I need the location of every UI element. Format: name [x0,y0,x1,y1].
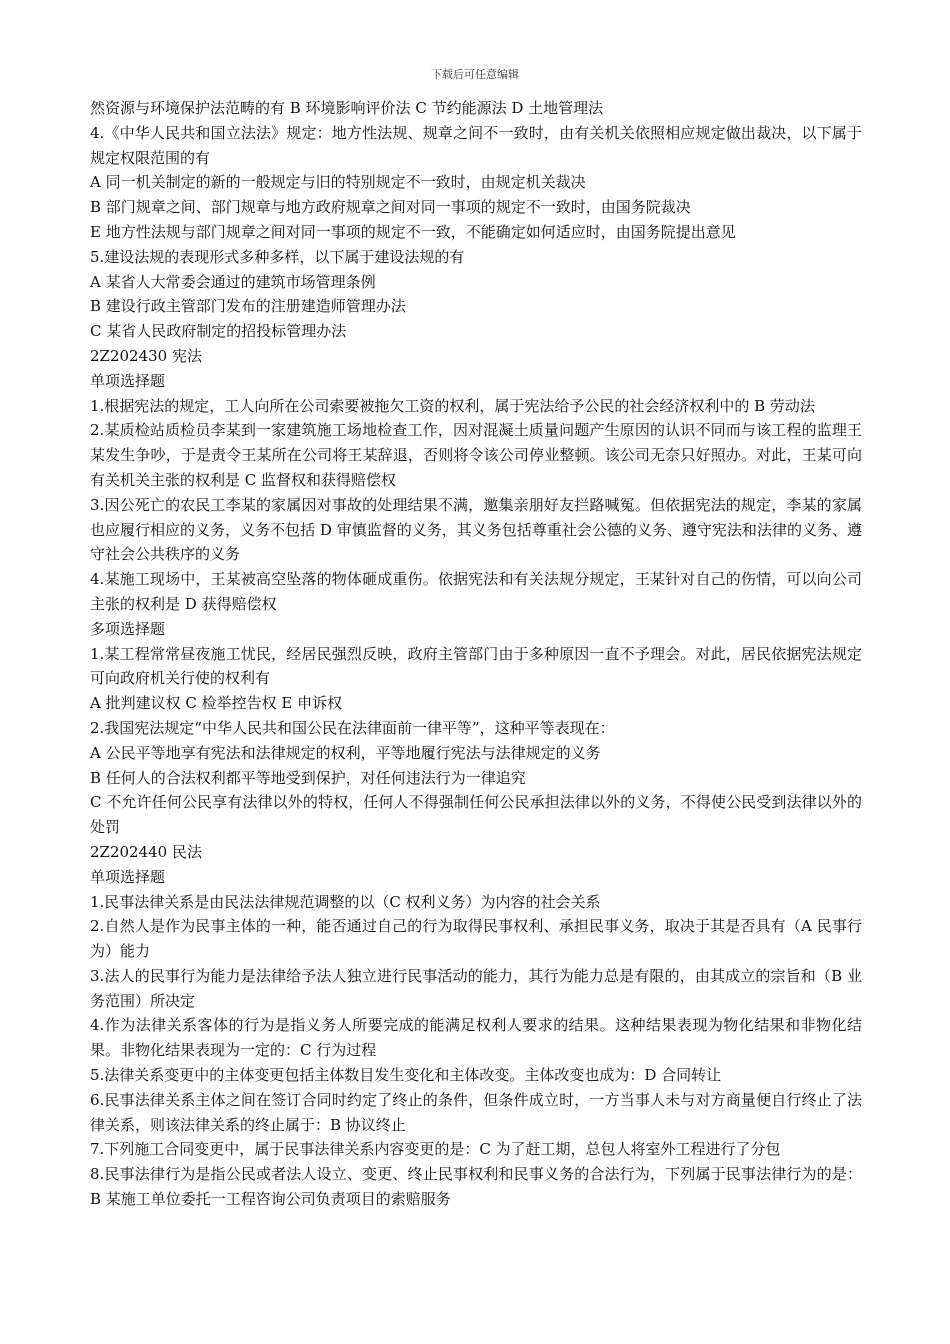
option-text: C 某省人民政府制定的招投标管理办法 [90,322,347,341]
question-text: 5.建设法规的表现形式多种多样，以下属于建设法规的有 [90,247,465,266]
question-text: 1.民事法律关系是由民法法律规范调整的以（C 权利义务）为内容的社会关系 [90,892,601,911]
option-text: A 某省人大常委会通过的建筑市场管理条例 [90,272,376,291]
question-text: 1.根据宪法的规定，工人向所在公司索要被拖欠工资的权利，属于宪法给予公民的社会经济权利中的 B 劳动法 [90,396,815,415]
option-text: C 不允许任何公民享有法律以外的特权，任何人不得强制任何公民承担法律以外的义务，不得使公民受到法律以外的处罚 [90,793,862,837]
option-text: A 批判建议权 C 检举控告权 E 申诉权 [90,694,343,713]
section-heading: 2Z202430 宪法 [90,346,202,365]
text-line: 然资源与环境保护法范畴的有 B 环境影响评价法 C 节约能源法 D 土地管理法 [90,99,604,117]
question-text: 4.作为法律关系客体的行为是指义务人所要完成的能满足权利人要求的结果。这种结果表现为物化结果和非物化结果。非物化结果表现为一定的：C 行为过程 [90,1016,862,1060]
question-text: 3.法人的民事行为能力是法律给予法人独立进行民事活动的能力，其行为能力总是有限的，由其成立的宗旨和（B 业务范围）所决定 [90,966,862,1010]
question-text: 6.民事法律关系主体之间在签订合同时约定了终止的条件，但条件成立时，一方当事人未与对方商量便自行终止了法律关系，则该法律关系的终止属于：B 协议终止 [90,1090,862,1134]
page-header: 下载后可任意编辑 [431,68,519,81]
subsection-heading: 单项选择题 [90,371,166,390]
document-body [90,96,862,1212]
subsection-heading: 多项选择题 [90,619,166,638]
option-text: A 同一机关制定的新的一般规定与旧的特别规定不一致时，由规定机关裁决 [90,173,586,192]
section-heading: 2Z202440 民法 [90,842,202,861]
question-text: 5.法律关系变更中的主体变更包括主体数目发生变化和主体改变。主体改变也成为：D 合同转让 [90,1066,722,1085]
question-text: 4.某施工现场中，王某被高空坠落的物体砸成重伤。依据宪法和有关法规分规定，王某针对自己的伤情，可以向公司主张的权利是 D 获得赔偿权 [90,570,862,613]
option-text: E 地方性法规与部门规章之间对同一事项的规定不一致，不能确定如何适应时，由国务院提出意见 [90,222,736,241]
question-text: 4.《中华人民共和国立法法》规定：地方性法规、规章之间不一致时，由有关机关依照相应规定做出裁决，以下属于规定权限范围的有 [90,123,862,167]
question-text: 2.某质检站质检员李某到一家建筑施工场地检查工作，因对混凝土质量问题产生原因的认识不同而与该工程的监理王某发生争吵，于是责令王某所在公司将王某辞退，否则将令该公司停业整顿。该公司无奈只好照办。对此，王某可向有关机关主张的权利是 C 监督权和获得赔偿权 [90,421,862,489]
option-text: B 部门规章之间、部门规章与地方政府规章之间对同一事项的规定不一致时，由国务院裁决 [90,198,691,217]
option-text: A 公民平等地享有宪法和法律规定的权利，平等地履行宪法与法律规定的义务 [90,743,601,762]
option-text: B 建设行政主管部门发布的注册建造师管理办法 [90,297,406,316]
option-text: B 任何人的合法权利都平等地受到保护，对任何违法行为一律追究 [90,768,526,787]
question-text: 2.我国宪法规定“中华人民共和国公民在法律面前一律平等”，这种平等表现在： [90,718,615,737]
question-text: 2.自然人是作为民事主体的一种，能否通过自己的行为取得民事权利、承担民事义务，取决于其是否具有（A 民事行为）能力 [90,917,862,961]
subsection-heading: 单项选择题 [90,867,166,886]
question-text: 3.因公死亡的农民工李某的家属因对事故的处理结果不满，邀集亲朋好友拦路喊冤。但依据宪法的规定，李某的家属也应履行相应的义务，义务不包括 D 审慎监督的义务，其义务包括尊重社会公德的义务、遵守宪法和法律的义务、遵守社会公共秩序的义务 [90,495,862,564]
question-text: 1.某工程常常昼夜施工忧民，经居民强烈反映，政府主管部门由于多种原因一直不予理会。对此，居民依据宪法规定可向政府机关行使的权利有 [90,644,862,688]
question-text: 8.民事法律行为是指公民或者法人设立、变更、终止民事权利和民事义务的合法行为，下列属于民事法律行为的是：B 某施工单位委托一工程咨询公司负责项目的索赔服务 [90,1165,862,1209]
question-text: 7.下列施工合同变更中，属于民事法律关系内容变更的是：C 为了赶工期，总包人将室外工程进行了分包 [90,1140,781,1159]
